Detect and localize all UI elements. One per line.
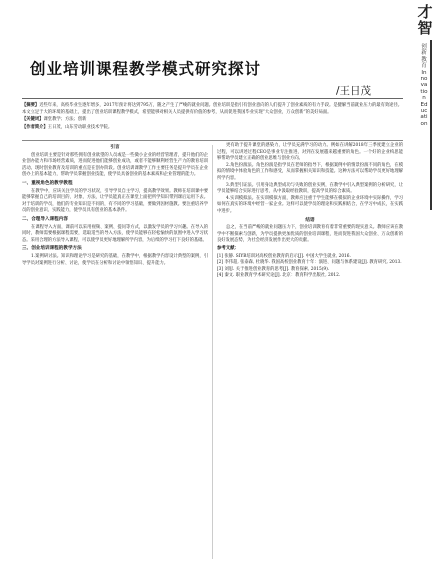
abstract-block	[22, 102, 403, 131]
abstract-rule	[22, 140, 403, 141]
reference-item: [1] 张静. SIYB培训对高校创业教育的启示[J]. 中国大学生就业, 2016.	[217, 253, 351, 259]
section-heading-2: 二、合理导入课程内容	[22, 216, 68, 222]
article-author: /王日茂	[336, 85, 372, 97]
abstract-label: 【摘要】	[22, 103, 40, 108]
article-title: 创业培训课程教学模式研究探讨	[30, 60, 262, 78]
keywords-text: 课堂教学；方法；创新	[43, 117, 87, 123]
left-column	[22, 143, 208, 267]
section-heading-conclusion: 结语	[305, 217, 315, 223]
reference-item: [3] 刘思. 关于推进创业教育的思考[J]. 教育探索, 2015(9).	[217, 266, 330, 272]
reference-item: [2] 李伟超, 张泰森, 杜晓华. 我国高校创业教育十年：演进、问题与体系建设[J]. 教育研究, 2013.	[217, 260, 402, 266]
sidebar-rule	[430, 40, 432, 210]
abstract-text: 近些年来，高校毕业生逐年增多，2017年预计将达到795万，随之产生了严峻的就业问题。创业培训是指引有创业意向的人们提升了创业素质的有力手段。是健解当前就业压力的最有效途径。本文立足于大的环境的基础上，提出了创业培训课程教学模式，希望能够对相关人员提供有价值的参考，从而促进我国毕业实现“大众创业，万众创新”的美好局面。	[22, 103, 403, 116]
body-paragraph: 1.案例研讨法。知识和理论学习是研究的基础，在教学中，根据教学内容设计典型的案例，引导学员对案例进行分析、讨论，使学员在分析和讨论中领悟知识、提升能力。	[22, 253, 208, 266]
journal-logo: 才智	[417, 3, 433, 37]
body-paragraph: 创业培训主要是针对那些拥有创业欲望的人员或是一些微小企业的经营管理者，提升他们的企业创办能力和市场经营素质，进而促进他们能够创业成功，或者不能够顺利经营生产力的教育培训活动。现时创业教育及培训的重点是在创办阶段。创业培训课教学工作主要任务是提升学员在企业创办上的基本能力，帮助学员掌握创业技能，使学员具备创业的基本素质和企业管理的能力。	[22, 152, 208, 178]
body-paragraph: 总之，在当前严峻的就业问题压力下，创业培训教育有着非常重要的现实意义。教师应该在教学中不断探索与创新，为学员提供更加优质的创业培训课程，进而促进我国大众创业、万众创新的良好发展态势，为社会经济发展作出更大的贡献。	[217, 225, 403, 244]
body-paragraph: 2.角色扮演法。角色扮演是指学员在老师的指导下，根据案例中的情景扮演不同的角色，在模拟的情境中体验角色的工作和感受，从而掌握相关知识和技能。这种方法可以帮助学员更好地理解所学内容。	[217, 162, 403, 181]
references-heading: 参考文献：	[217, 245, 239, 251]
journal-section-label: 创新教育 Innovation Education	[420, 44, 428, 127]
body-paragraph: 更有助于提升课堂的感染力，让学员充满学习的动力。例如在讲解2018年三季度建立企业的过程，可以讲述过程CEO是事业专注推进，对到在发展越来越重要的角色。一个好的企业构思能够帮助学员建立正确的创业思维与创业方向。	[217, 143, 403, 162]
author-info-paragraph	[22, 124, 403, 131]
section-heading-3: 三、创业培训课程的教学方法	[22, 246, 82, 252]
reference-item: [4] 秦文. 职业教育学术研究论[J]. 北京：教育科学出版社, 2012.	[217, 273, 341, 279]
author-info-text: 王日茂，山东劳动职业技术学院。	[47, 124, 113, 130]
section-heading-1: 一、重视角色的教学教程	[22, 180, 73, 186]
body-paragraph: 在教学中，应该关注学员的学习状况，引导学员自主学习，提高教学效果。教师在培训课中要能够掌握自己的培训目的、对象、方法，让学员能真正在课堂上面把所学知识带到课后运用下去。对于培训的学员，他们的专业知识是不同的，有不同的学习基础，要做到因材施教。要注重培养学员的创业意识、实践能力，使学员具有创业的基本条件。	[22, 188, 208, 214]
header-rule	[22, 98, 403, 99]
abstract-paragraph	[22, 102, 403, 116]
keywords-paragraph	[22, 116, 403, 123]
right-column	[217, 143, 403, 280]
keywords-label: 【关键词】	[22, 117, 44, 123]
author-info-label: 【作者简介】	[22, 124, 48, 130]
section-heading-intro: 引言	[110, 145, 120, 150]
body-paragraph: 4.实训模拟法。在实训模拟方面，教师应注重于学生能够在模拟的企业环境中实际操作，学习如何在真实的环境中经营一家企业。这样可以使学员的理论和实践相结合，在学习中成长，在实践中进步。	[217, 195, 403, 214]
journal-sidebar	[412, 0, 436, 572]
column-divider	[212, 145, 213, 559]
body-paragraph: 3.典型引证法。引用身边典型成功与失败的创业实例，在教学中引入典型案例的分析研究，让学员能够结合实际进行思考，从中汲取经验教训，提高学员的综合素质。	[217, 182, 403, 195]
body-paragraph: 在课程导入方面，课前可以采用视频、案例、提问等方式，以激发学员的学习兴趣。在导入的同时，教师需要根据课程需要，选取适当的导入方法，使学员能够在轻松愉快的氛围中进入学习状态。采用合理的方法导入课程，可以使学员更好地理解所学内容，为后续的学习打下良好的基础。	[22, 224, 208, 243]
